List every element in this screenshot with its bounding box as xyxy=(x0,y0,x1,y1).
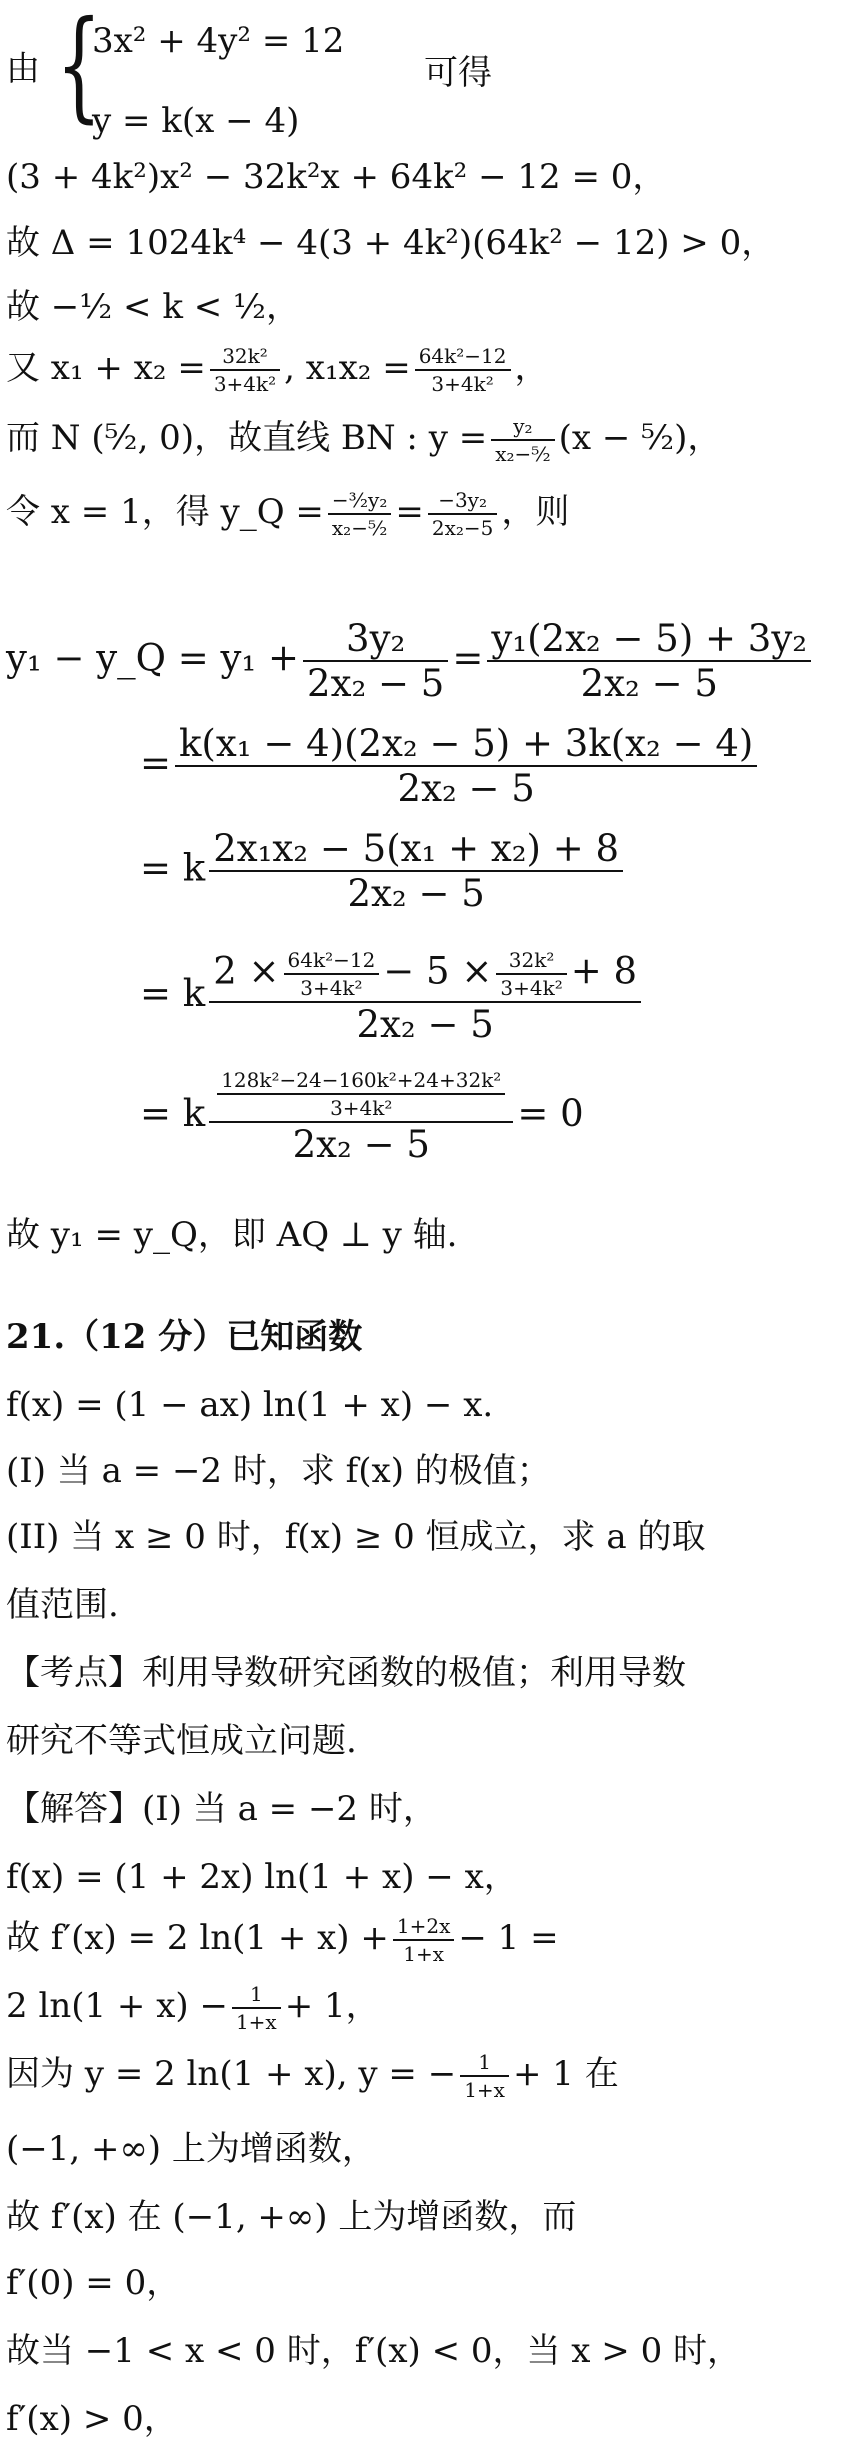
brace-symbol: { xyxy=(56,0,102,135)
text-line: 可得 xyxy=(424,53,492,93)
text-line: 【解答】(I) 当 a = −2 时， xyxy=(6,1789,437,1829)
equation-line: 3x² + 4y² = 12 xyxy=(92,21,345,61)
equation-line: 故 Δ = 1024k⁴ − 4(3 + 4k²)(64k² − 12) > 0， xyxy=(6,223,776,263)
question-title: 21.（12 分）已知函数 xyxy=(6,1317,363,1357)
text-line: 【考点】利用导数研究函数的极值；利用导数 xyxy=(6,1653,686,1693)
text-line: (I) 当 a = −2 时，求 f(x) 的极值； xyxy=(6,1451,551,1491)
display-equation: = k 2 × $\frac{\text{64k²−12}}{\text{3+4k²}}$ − 5 × $\frac{\text{32k²}}{\text{3+4k²}}$ + 8 2x₂ − 5 xyxy=(140,950,645,1043)
equation-line: y = k(x − 4) xyxy=(92,101,300,141)
display-equation: = k $\frac{\frac{\text{128k²−24−160k²+24+32k²}}{\text{3+4k²}}}{\text{2x₂ − 5}}$ = 0 xyxy=(140,1068,584,1166)
text-line: 故 f′(x) 在 (−1, +∞) 上为增函数，而 xyxy=(6,2197,577,2237)
text-line: f′(0) = 0， xyxy=(6,2263,181,2303)
equation-line: 因为 y = 2 ln(1 + x), y = − $\frac{1}{1+x}$ + 1 在 xyxy=(6,2050,619,2102)
equation-line: 2 ln(1 + x) − $\frac{1}{1+x}$ + 1， xyxy=(6,1982,380,2034)
equation-line: 又 x₁ + x₂ = $\frac{\text{32k²}}{\text{3+4k²}}$ , x₁x₂ = $\frac{\text{64k²−12}}{\text{3+4k²}}$ ， xyxy=(6,344,549,396)
equation-line: 故 f′(x) = 2 ln(1 + x) + $\frac{1+2x}{1+x}$ − 1 = xyxy=(6,1914,559,1966)
text-line: (II) 当 x ≥ 0 时，f(x) ≥ 0 恒成立，求 a 的取 xyxy=(6,1517,706,1557)
text-line: 由 xyxy=(6,49,40,89)
display-equation: = k $\frac{\text{2x₁x₂ − 5(x₁ + x₂) + 8}}{\text{2x₂ − 5}}$ xyxy=(140,830,627,912)
equation-line: (3 + 4k²)x² − 32k²x + 64k² − 12 = 0， xyxy=(6,157,667,197)
text-line: f′(x) > 0， xyxy=(6,2399,178,2439)
text-line: 故当 −1 < x < 0 时，f′(x) < 0，当 x > 0 时， xyxy=(6,2331,742,2371)
text-line: f(x) = (1 − ax) ln(1 + x) − x. xyxy=(6,1385,494,1425)
text-line: f(x) = (1 + 2x) ln(1 + x) − x， xyxy=(6,1857,518,1897)
display-equation: y₁ − y_Q = y₁ + $\frac{\text{3y₂}}{\text{2x₂ − 5}}$ = $\frac{\text{y₁(2x₂ − 5) + 3y₂}}{\text{2x₂ − 5}}$ xyxy=(6,620,815,702)
text-line: 值范围. xyxy=(6,1585,119,1625)
text-line: 研究不等式恒成立问题. xyxy=(6,1721,357,1761)
text-line: (−1, +∞) 上为增函数， xyxy=(6,2129,376,2169)
text-line: 故 y₁ = y_Q，即 AQ ⊥ y 轴. xyxy=(6,1215,458,1255)
equation-line: 令 x = 1，得 y_Q = $\frac{\text{−³⁄₂y₂}}{\text{x₂−⁵⁄₂}}$ = $\frac{\text{−3y₂}}{\text{2x₂−5}}$ ，则 xyxy=(6,488,570,540)
equation-line: 而 N (⁵⁄₂, 0)，故直线 BN : y = $\frac{\text{y₂}}{\text{x₂−⁵⁄₂}}$ (x − ⁵⁄₂)， xyxy=(6,414,722,466)
equation-line: 故 −½ < k < ½， xyxy=(6,287,301,327)
display-equation: = $\frac{\text{k(x₁ − 4)(2x₂ − 5) + 3k(x₂ − 4)}}{\text{2x₂ − 5}}$ xyxy=(140,725,761,807)
